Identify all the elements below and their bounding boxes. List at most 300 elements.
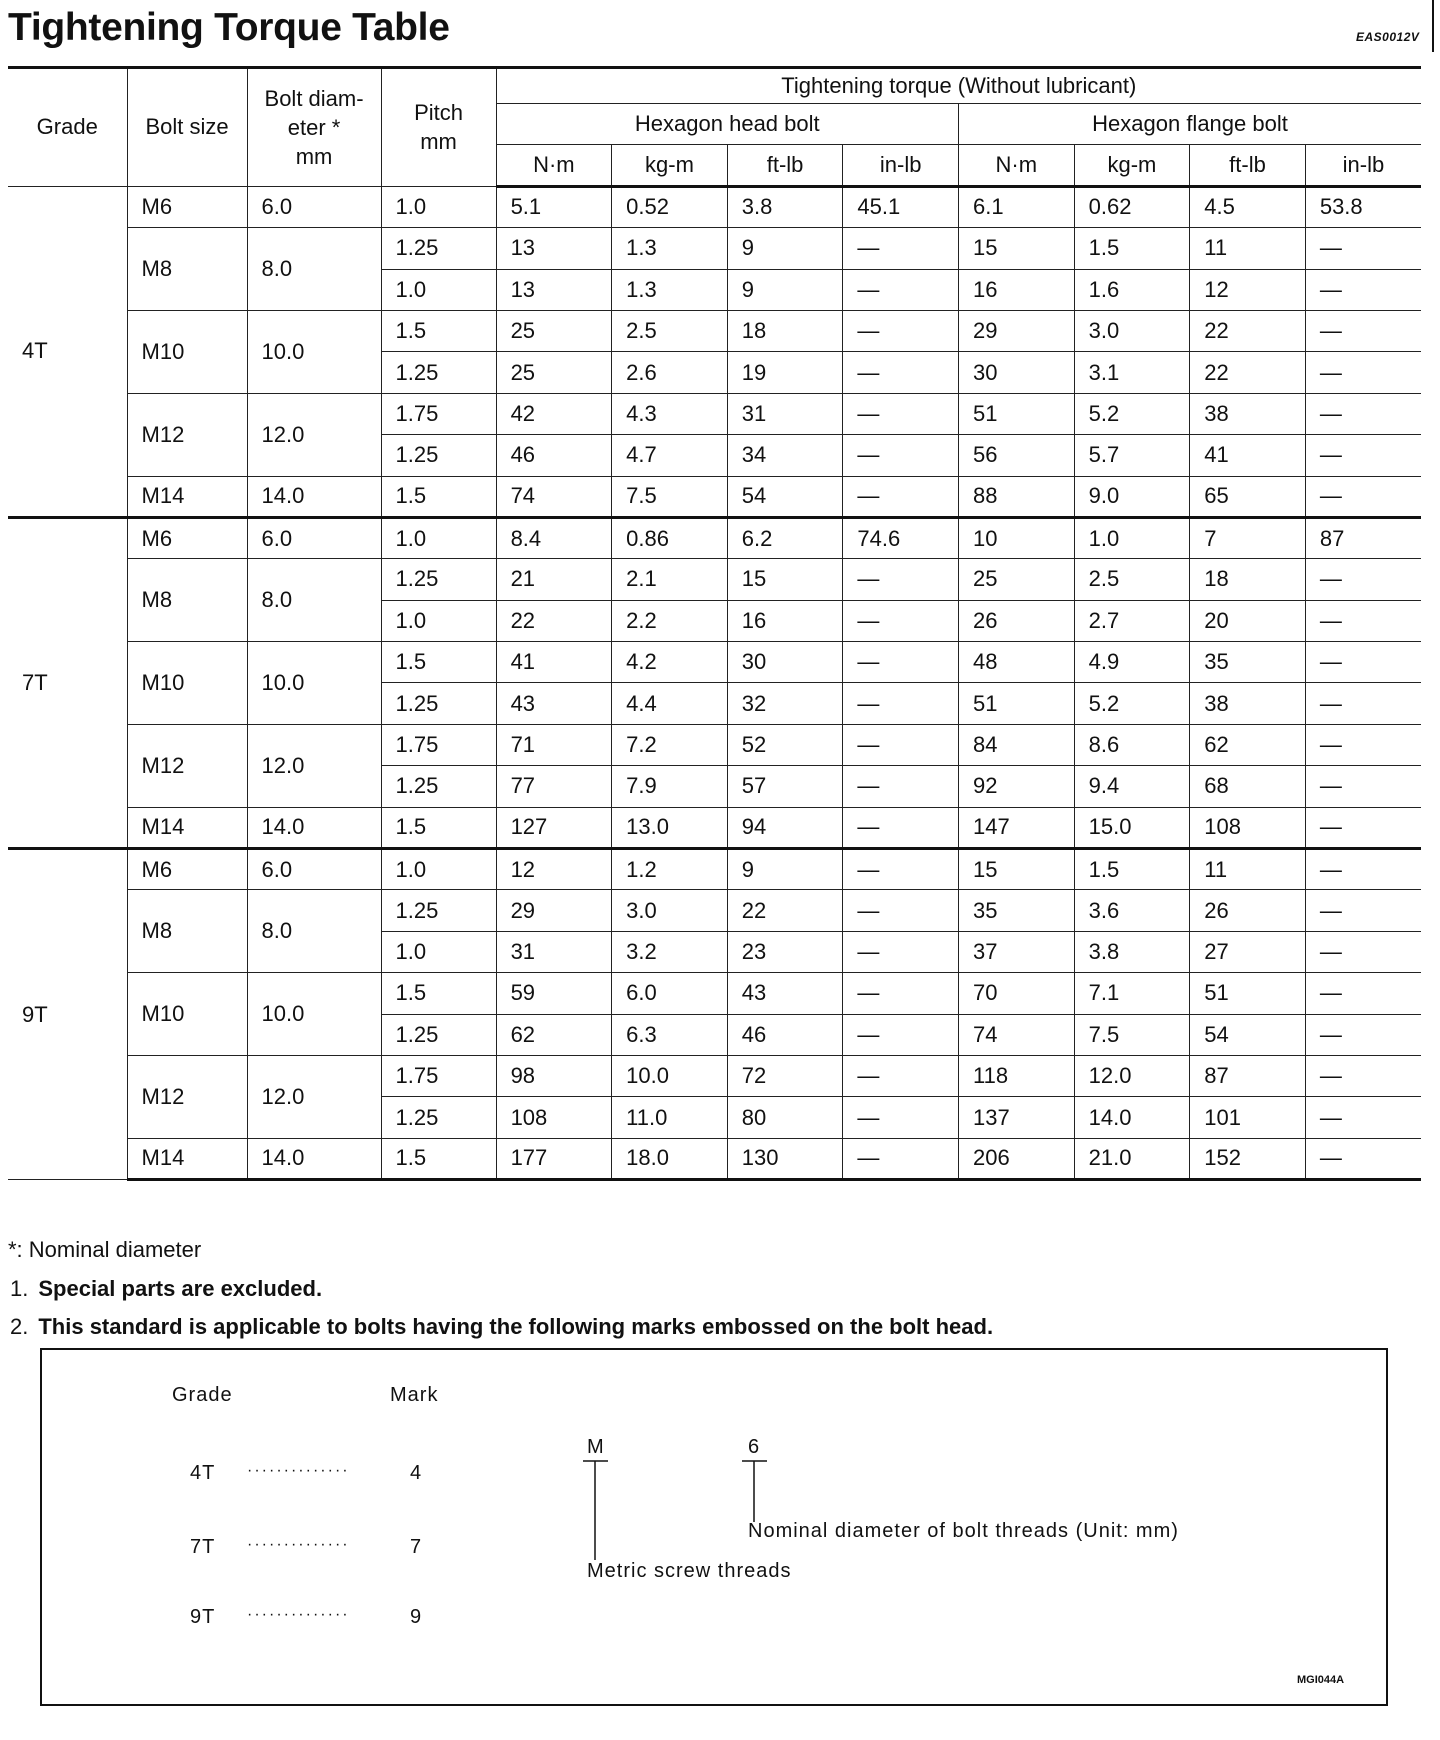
torque-cell: 48 — [959, 642, 1075, 683]
torque-cell: 25 — [496, 310, 612, 351]
torque-cell: 74 — [959, 1014, 1075, 1055]
torque-cell: 3.0 — [1074, 310, 1190, 351]
torque-cell: — — [843, 683, 959, 724]
torque-cell: 15 — [727, 559, 843, 600]
torque-cell: — — [1305, 228, 1421, 269]
torque-cell: 59 — [496, 973, 612, 1014]
document-code: EAS0012V — [1356, 30, 1420, 44]
header-unit: N·m — [959, 145, 1075, 186]
torque-cell: 43 — [727, 973, 843, 1014]
torque-cell: 26 — [1190, 890, 1306, 931]
leader-lines — [42, 1350, 1386, 1704]
torque-cell: 29 — [496, 890, 612, 931]
pitch-cell: 1.5 — [381, 310, 496, 351]
torque-cell: 8.6 — [1074, 724, 1190, 765]
header-tightening-torque: Tightening torque (Without lubricant) — [496, 68, 1421, 104]
torque-cell: 68 — [1190, 766, 1306, 807]
torque-cell: 10.0 — [612, 1055, 728, 1096]
torque-cell: 41 — [1190, 435, 1306, 476]
torque-cell: 80 — [727, 1097, 843, 1138]
torque-cell: 4.5 — [1190, 186, 1306, 227]
bolt-diameter-cell: 12.0 — [247, 1055, 381, 1138]
torque-cell: 0.52 — [612, 186, 728, 227]
torque-cell: 21.0 — [1074, 1138, 1190, 1179]
bolt-size-cell: M6 — [127, 849, 247, 890]
torque-cell: 29 — [959, 310, 1075, 351]
torque-cell: — — [843, 849, 959, 890]
torque-cell: — — [843, 352, 959, 393]
torque-cell: — — [1305, 683, 1421, 724]
torque-cell: 41 — [496, 642, 612, 683]
torque-cell: 6.0 — [612, 973, 728, 1014]
torque-cell: 137 — [959, 1097, 1075, 1138]
leader-dots: ·············· — [247, 1536, 350, 1553]
torque-cell: 34 — [727, 435, 843, 476]
torque-cell: 87 — [1305, 517, 1421, 558]
header-unit: ft-lb — [1190, 145, 1306, 186]
torque-cell: 31 — [727, 393, 843, 434]
torque-cell: 13 — [496, 228, 612, 269]
header-unit: in-lb — [1305, 145, 1421, 186]
torque-cell: 7 — [1190, 517, 1306, 558]
torque-cell: 30 — [959, 352, 1075, 393]
torque-cell: 98 — [496, 1055, 612, 1096]
torque-cell: 22 — [727, 890, 843, 931]
pitch-cell: 1.0 — [381, 517, 496, 558]
torque-cell: — — [1305, 973, 1421, 1014]
bolt-size-cell: M14 — [127, 1138, 247, 1179]
torque-cell: 52 — [727, 724, 843, 765]
torque-cell: 62 — [1190, 724, 1306, 765]
table-row — [8, 228, 1421, 269]
torque-cell: 4.4 — [612, 683, 728, 724]
table-row — [8, 1138, 1421, 1179]
torque-cell: — — [843, 1055, 959, 1096]
torque-cell: 57 — [727, 766, 843, 807]
torque-cell: 7.9 — [612, 766, 728, 807]
torque-cell: 56 — [959, 435, 1075, 476]
torque-cell: 35 — [1190, 642, 1306, 683]
torque-cell: — — [1305, 435, 1421, 476]
torque-cell: 3.1 — [1074, 352, 1190, 393]
bolt-size-cell: M10 — [127, 310, 247, 393]
pitch-cell: 1.75 — [381, 1055, 496, 1096]
torque-cell: 11 — [1190, 849, 1306, 890]
torque-cell: — — [1305, 724, 1421, 765]
torque-cell: 46 — [496, 435, 612, 476]
pitch-cell: 1.5 — [381, 1138, 496, 1179]
torque-cell: 32 — [727, 683, 843, 724]
pitch-cell: 1.75 — [381, 724, 496, 765]
torque-cell: 18 — [727, 310, 843, 351]
pitch-cell: 1.25 — [381, 352, 496, 393]
table-row — [8, 186, 1421, 227]
torque-cell: 12 — [496, 849, 612, 890]
torque-cell: 4.2 — [612, 642, 728, 683]
bolt-diameter-cell: 8.0 — [247, 559, 381, 642]
torque-cell: — — [843, 1014, 959, 1055]
torque-cell: 92 — [959, 766, 1075, 807]
torque-cell: 16 — [959, 269, 1075, 310]
torque-cell: 6.2 — [727, 517, 843, 558]
bolt-diameter-cell: 8.0 — [247, 228, 381, 311]
leader-dots: ·············· — [247, 1462, 350, 1479]
note-text: This standard is applicable to bolts having the following marks embossed on the bolt head. — [38, 1314, 994, 1339]
torque-cell: 5.2 — [1074, 683, 1190, 724]
bolt-mark-diagram — [40, 1348, 1388, 1706]
torque-cell: — — [843, 269, 959, 310]
header-bolt-size: Bolt size — [127, 68, 247, 187]
torque-cell: 1.3 — [612, 269, 728, 310]
torque-cell: 0.86 — [612, 517, 728, 558]
torque-cell: 11 — [1190, 228, 1306, 269]
torque-cell: — — [1305, 269, 1421, 310]
torque-cell: 7.1 — [1074, 973, 1190, 1014]
torque-cell: 62 — [496, 1014, 612, 1055]
torque-cell: 7.5 — [612, 476, 728, 517]
torque-cell: — — [1305, 931, 1421, 972]
grade-label: 7T — [190, 1536, 216, 1558]
torque-cell: 54 — [1190, 1014, 1306, 1055]
torque-cell: 11.0 — [612, 1097, 728, 1138]
torque-cell: 2.5 — [612, 310, 728, 351]
torque-cell: 10 — [959, 517, 1075, 558]
bolt-size-cell: M14 — [127, 476, 247, 517]
torque-cell: 65 — [1190, 476, 1306, 517]
footnote: *: Nominal diameter — [8, 1237, 202, 1262]
torque-cell: — — [1305, 1138, 1421, 1179]
bolt-diameter-cell: 10.0 — [247, 642, 381, 725]
torque-cell: 9.0 — [1074, 476, 1190, 517]
note-1 — [10, 1276, 322, 1302]
torque-cell: — — [843, 973, 959, 1014]
torque-cell: 127 — [496, 807, 612, 848]
note-text: Special parts are excluded. — [38, 1276, 323, 1301]
torque-cell: — — [1305, 890, 1421, 931]
torque-cell: 38 — [1190, 683, 1306, 724]
torque-cell: 18 — [1190, 559, 1306, 600]
torque-cell: 13.0 — [612, 807, 728, 848]
torque-cell: 51 — [1190, 973, 1306, 1014]
mark-column-header: Mark — [390, 1384, 439, 1406]
bolt-diameter-cell: 14.0 — [247, 807, 381, 848]
torque-cell: 77 — [496, 766, 612, 807]
table-row — [8, 559, 1421, 600]
torque-cell: 15 — [959, 849, 1075, 890]
metric-thread-label: Metric screw threads — [587, 1560, 792, 1582]
torque-cell: — — [843, 807, 959, 848]
torque-cell: 19 — [727, 352, 843, 393]
torque-cell: — — [1305, 766, 1421, 807]
table-row — [8, 393, 1421, 434]
torque-cell: — — [1305, 642, 1421, 683]
header-grade: Grade — [8, 68, 127, 187]
figure-id: MGI044A — [1297, 1674, 1345, 1686]
mark-label: 4 — [410, 1462, 423, 1484]
torque-cell: 22 — [1190, 352, 1306, 393]
torque-cell: 38 — [1190, 393, 1306, 434]
torque-cell: — — [843, 310, 959, 351]
torque-cell: 21 — [496, 559, 612, 600]
pitch-cell: 1.25 — [381, 1097, 496, 1138]
bolt-size-cell: M8 — [127, 559, 247, 642]
bolt-diameter-cell: 8.0 — [247, 890, 381, 973]
torque-cell: 13 — [496, 269, 612, 310]
torque-cell: — — [1305, 559, 1421, 600]
torque-cell: 8.4 — [496, 517, 612, 558]
torque-cell: 6.3 — [612, 1014, 728, 1055]
table-row — [8, 849, 1421, 890]
torque-cell: — — [843, 1097, 959, 1138]
table-row — [8, 517, 1421, 558]
torque-table — [8, 66, 1421, 1181]
leader-dots: ·············· — [247, 1606, 350, 1623]
bolt-size-cell: M14 — [127, 807, 247, 848]
torque-cell: 6.1 — [959, 186, 1075, 227]
bolt-diameter-cell: 12.0 — [247, 393, 381, 476]
torque-cell: — — [843, 890, 959, 931]
torque-cell: 15 — [959, 228, 1075, 269]
thread-digit: 6 — [748, 1436, 761, 1458]
torque-cell: 1.5 — [1074, 228, 1190, 269]
torque-cell: 101 — [1190, 1097, 1306, 1138]
bolt-size-cell: M12 — [127, 1055, 247, 1138]
torque-cell: 22 — [496, 600, 612, 641]
bolt-size-cell: M10 — [127, 973, 247, 1056]
torque-cell: — — [843, 931, 959, 972]
torque-cell: 4.7 — [612, 435, 728, 476]
header-unit: N·m — [496, 145, 612, 186]
header-bolt-diameter: Bolt diam- eter * mm — [247, 68, 381, 187]
bolt-diameter-cell: 6.0 — [247, 517, 381, 558]
mark-label: 7 — [410, 1536, 423, 1558]
torque-cell: 5.1 — [496, 186, 612, 227]
pitch-cell: 1.25 — [381, 1014, 496, 1055]
pitch-cell: 1.25 — [381, 228, 496, 269]
table-row — [8, 476, 1421, 517]
torque-cell: 147 — [959, 807, 1075, 848]
torque-cell: 51 — [959, 393, 1075, 434]
torque-cell: — — [843, 476, 959, 517]
torque-cell: — — [843, 724, 959, 765]
torque-cell: 20 — [1190, 600, 1306, 641]
bolt-size-cell: M12 — [127, 393, 247, 476]
header-unit: in-lb — [843, 145, 959, 186]
torque-cell: 74 — [496, 476, 612, 517]
header-hex-flange: Hexagon flange bolt — [959, 104, 1422, 145]
mark-label: 9 — [410, 1606, 423, 1628]
torque-cell: 51 — [959, 683, 1075, 724]
torque-cell: 72 — [727, 1055, 843, 1096]
pitch-cell: 1.0 — [381, 186, 496, 227]
torque-cell: 7.5 — [1074, 1014, 1190, 1055]
thread-letter-m: M — [587, 1436, 605, 1458]
torque-cell: — — [843, 1138, 959, 1179]
header-unit: kg-m — [1074, 145, 1190, 186]
pitch-cell: 1.5 — [381, 807, 496, 848]
torque-cell: — — [1305, 352, 1421, 393]
torque-cell: 22 — [1190, 310, 1306, 351]
pitch-cell: 1.25 — [381, 766, 496, 807]
torque-cell: — — [1305, 1014, 1421, 1055]
torque-cell: 46 — [727, 1014, 843, 1055]
pitch-cell: 1.5 — [381, 476, 496, 517]
torque-cell: — — [843, 600, 959, 641]
torque-cell: 2.1 — [612, 559, 728, 600]
torque-cell: — — [1305, 849, 1421, 890]
torque-cell: 25 — [959, 559, 1075, 600]
torque-cell: 88 — [959, 476, 1075, 517]
torque-cell: — — [1305, 1055, 1421, 1096]
pitch-cell: 1.25 — [381, 683, 496, 724]
torque-cell: 9 — [727, 269, 843, 310]
bolt-diameter-cell: 10.0 — [247, 310, 381, 393]
torque-cell: 16 — [727, 600, 843, 641]
torque-cell: 108 — [496, 1097, 612, 1138]
torque-cell: 27 — [1190, 931, 1306, 972]
torque-cell: 1.3 — [612, 228, 728, 269]
torque-cell: 1.2 — [612, 849, 728, 890]
table-row — [8, 1055, 1421, 1096]
pitch-cell: 1.25 — [381, 890, 496, 931]
torque-cell: 1.5 — [1074, 849, 1190, 890]
torque-cell: — — [843, 642, 959, 683]
torque-cell: — — [843, 228, 959, 269]
torque-cell: 45.1 — [843, 186, 959, 227]
torque-cell: — — [843, 559, 959, 600]
bolt-size-cell: M6 — [127, 186, 247, 227]
bolt-size-cell: M6 — [127, 517, 247, 558]
torque-cell: 84 — [959, 724, 1075, 765]
grade-label: 4T — [190, 1462, 216, 1484]
margin-rule — [1432, 0, 1434, 52]
pitch-cell: 1.0 — [381, 931, 496, 972]
bolt-diameter-cell: 10.0 — [247, 973, 381, 1056]
torque-cell: 3.0 — [612, 890, 728, 931]
torque-cell: 5.2 — [1074, 393, 1190, 434]
torque-cell: 0.62 — [1074, 186, 1190, 227]
pitch-cell: 1.75 — [381, 393, 496, 434]
note-number: 1. — [10, 1276, 29, 1301]
torque-cell: 14.0 — [1074, 1097, 1190, 1138]
torque-cell: 4.9 — [1074, 642, 1190, 683]
grade-column-header: Grade — [172, 1384, 233, 1406]
header-unit: ft-lb — [727, 145, 843, 186]
torque-cell: 2.6 — [612, 352, 728, 393]
pitch-cell: 1.5 — [381, 973, 496, 1014]
torque-cell: 12.0 — [1074, 1055, 1190, 1096]
torque-cell: 25 — [496, 352, 612, 393]
bolt-size-cell: M10 — [127, 642, 247, 725]
torque-cell: 87 — [1190, 1055, 1306, 1096]
torque-cell: 9 — [727, 228, 843, 269]
header-unit: kg-m — [612, 145, 728, 186]
note-2 — [10, 1314, 993, 1340]
torque-cell: 9 — [727, 849, 843, 890]
torque-cell: 2.5 — [1074, 559, 1190, 600]
torque-cell: 118 — [959, 1055, 1075, 1096]
table-row — [8, 642, 1421, 683]
torque-cell: 9.4 — [1074, 766, 1190, 807]
bolt-diameter-cell: 6.0 — [247, 849, 381, 890]
table-row — [8, 973, 1421, 1014]
grade-cell: 7T — [8, 517, 127, 848]
bolt-size-cell: M12 — [127, 724, 247, 807]
bolt-size-cell: M8 — [127, 228, 247, 311]
torque-cell: 3.8 — [727, 186, 843, 227]
torque-cell: — — [1305, 600, 1421, 641]
pitch-cell: 1.5 — [381, 642, 496, 683]
pitch-cell: 1.0 — [381, 269, 496, 310]
grade-cell: 4T — [8, 186, 127, 517]
torque-cell: 42 — [496, 393, 612, 434]
grade-cell: 9T — [8, 849, 127, 1180]
page-title: Tightening Torque Table — [8, 6, 450, 49]
torque-cell: 152 — [1190, 1138, 1306, 1179]
torque-cell: 35 — [959, 890, 1075, 931]
torque-cell: 5.7 — [1074, 435, 1190, 476]
grade-label: 9T — [190, 1606, 216, 1628]
table-row — [8, 807, 1421, 848]
bolt-diameter-cell: 14.0 — [247, 476, 381, 517]
torque-cell: 12 — [1190, 269, 1306, 310]
torque-cell: 206 — [959, 1138, 1075, 1179]
torque-cell: 2.7 — [1074, 600, 1190, 641]
table-row — [8, 310, 1421, 351]
torque-cell: 2.2 — [612, 600, 728, 641]
torque-cell: — — [1305, 1097, 1421, 1138]
bolt-diameter-cell: 12.0 — [247, 724, 381, 807]
torque-cell: — — [1305, 310, 1421, 351]
nominal-diameter-label: Nominal diameter of bolt threads (Unit: mm) — [748, 1520, 1179, 1542]
header-pitch: Pitch mm — [381, 68, 496, 187]
torque-cell: 31 — [496, 931, 612, 972]
torque-cell: — — [843, 766, 959, 807]
torque-cell: 3.6 — [1074, 890, 1190, 931]
torque-cell: — — [1305, 393, 1421, 434]
torque-cell: 7.2 — [612, 724, 728, 765]
pitch-cell: 1.0 — [381, 849, 496, 890]
header-hex-head: Hexagon head bolt — [496, 104, 958, 145]
torque-cell: 1.0 — [1074, 517, 1190, 558]
torque-cell: 15.0 — [1074, 807, 1190, 848]
torque-cell: 1.6 — [1074, 269, 1190, 310]
torque-cell: 18.0 — [612, 1138, 728, 1179]
torque-cell: 54 — [727, 476, 843, 517]
pitch-cell: 1.0 — [381, 600, 496, 641]
pitch-cell: 1.25 — [381, 435, 496, 476]
torque-cell: 74.6 — [843, 517, 959, 558]
torque-cell: 26 — [959, 600, 1075, 641]
torque-cell: 37 — [959, 931, 1075, 972]
torque-cell: 71 — [496, 724, 612, 765]
bolt-size-cell: M8 — [127, 890, 247, 973]
pitch-cell: 1.25 — [381, 559, 496, 600]
torque-cell: 3.2 — [612, 931, 728, 972]
torque-cell: 43 — [496, 683, 612, 724]
torque-cell: — — [843, 393, 959, 434]
torque-cell: 177 — [496, 1138, 612, 1179]
table-row — [8, 724, 1421, 765]
bolt-diameter-cell: 14.0 — [247, 1138, 381, 1179]
torque-cell: 23 — [727, 931, 843, 972]
bolt-diameter-cell: 6.0 — [247, 186, 381, 227]
torque-cell: — — [1305, 807, 1421, 848]
torque-cell: 53.8 — [1305, 186, 1421, 227]
torque-cell: 4.3 — [612, 393, 728, 434]
torque-cell: 30 — [727, 642, 843, 683]
torque-cell: 130 — [727, 1138, 843, 1179]
